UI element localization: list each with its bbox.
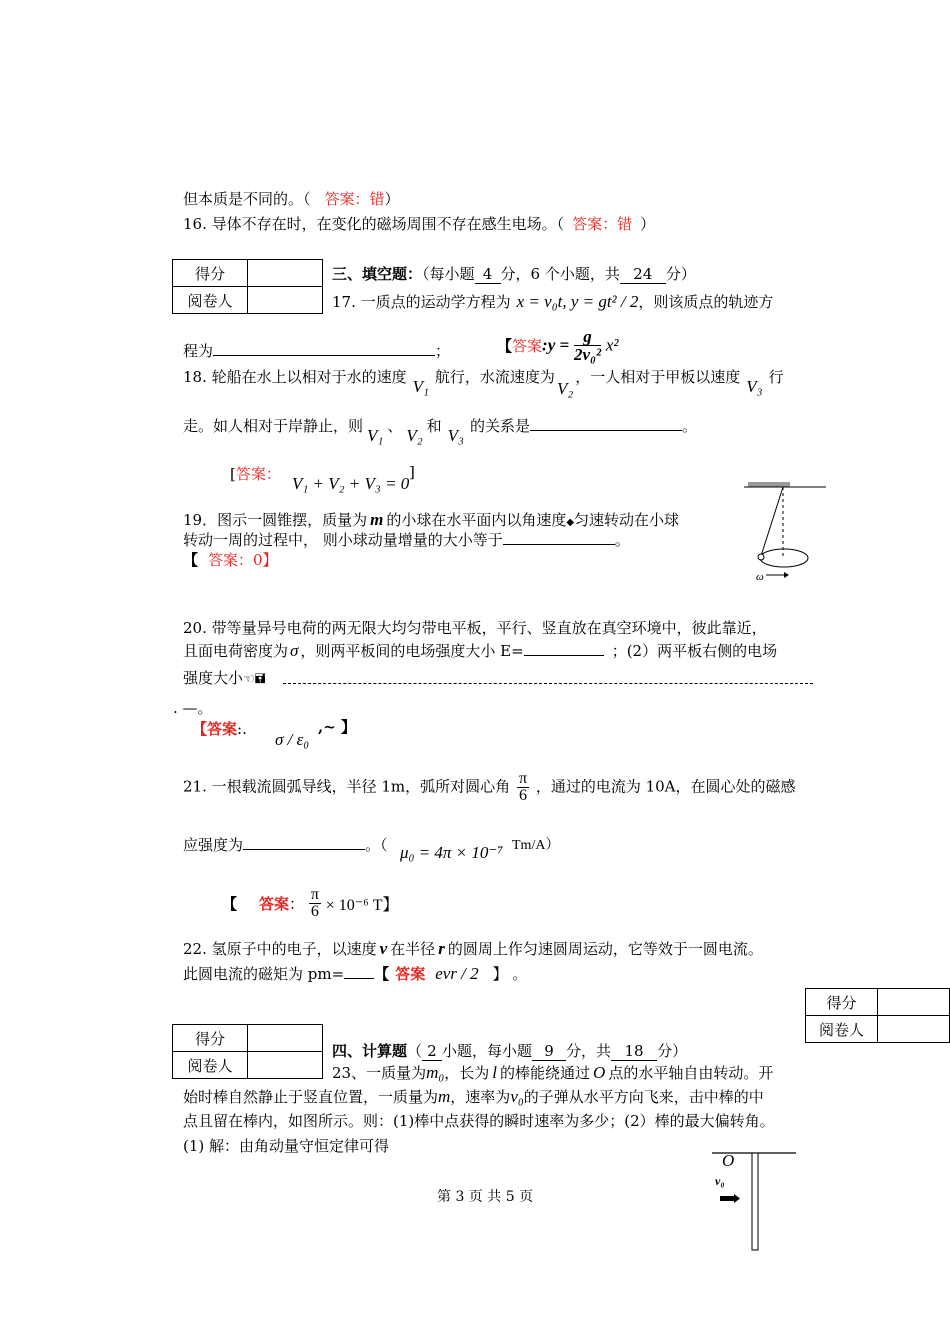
equation: x = v₀t, y = gt² / 2 <box>516 292 639 311</box>
question-16: 16. 导体不存在时，在变化的磁场周围不存在感生电场。（ 答案：错 ） <box>183 215 656 233</box>
answer-blank-long[interactable] <box>283 683 813 684</box>
rod-figure <box>712 1145 804 1255</box>
answer-20: 【答案:. <box>192 720 247 738</box>
bullet-tip <box>734 1194 740 1203</box>
score-cell[interactable] <box>878 989 950 1016</box>
grader-cell[interactable] <box>878 1016 950 1043</box>
score-cell[interactable] <box>248 1025 323 1052</box>
conical-pendulum-figure <box>744 478 830 584</box>
answer-blank[interactable] <box>344 964 374 979</box>
rod <box>752 1153 758 1250</box>
orbit-ellipse <box>760 549 808 567</box>
question-20-line-4: . —。 <box>173 699 213 717</box>
score-table-right: 得分 阅卷人 <box>805 988 950 1043</box>
omega-label: ω <box>756 571 764 583</box>
bullet <box>720 1196 734 1201</box>
question-17: 17. 一质点的运动学方程为 x = v₀t, y = gt² / 2，则该质点的轨迹方 <box>332 292 774 311</box>
question-23-line-4: (1) 解：由角动量守恒定律可得 <box>183 1137 390 1155</box>
mu0-constant: μ₀ = 4π × 10⁻⁷ <box>400 843 504 862</box>
section-3-header: 三、填空题：（每小题 4 分，6 个小题，共 24 分） <box>332 265 696 283</box>
continuation-line: 但本质是不同的。（ 答案：错） <box>183 190 400 208</box>
section-4-header: 四、计算题（ 2 小题，每小题 9 分，共 18 分） <box>332 1042 688 1060</box>
question-21: 21. 一根载流圆弧导线，半径 1m，弧所对圆心角 $\frac{\pi}{6}$ ，通过的电流为 10A，在圆心处的磁感 <box>183 770 796 804</box>
question-20-line-3: 强度大小☜🖬 <box>183 669 266 687</box>
answer-21: 【 答案： $\frac{\pi}{6}$ × 10⁻⁶ T】 <box>222 886 399 920</box>
question-18-line-2: 走。如人相对于岸静止，则 V₁ 、 V₂ 和 V₃ 的关系是 。 <box>183 417 697 445</box>
answer-blank[interactable] <box>530 416 682 431</box>
question-17-line-2: 程为 ； <box>183 342 451 360</box>
score-table-section-4: 得分 阅卷人 <box>172 1024 323 1079</box>
question-22: 22. 氢原子中的电子，以速度 v 在半径 r 的圆周上作匀速圆周运动，它等效于一圆电流。 <box>183 939 763 958</box>
grader-cell[interactable] <box>248 287 323 314</box>
mu0-unit: Tm/A） <box>512 838 560 853</box>
string-line <box>761 487 783 556</box>
answer-20-equation: σ / ε₀ <box>275 730 310 749</box>
answer-text: 答案：错 <box>324 190 385 208</box>
answer-blank[interactable] <box>243 835 365 850</box>
ceiling-hatch <box>748 482 790 487</box>
question-20: 20. 带等量异号电荷的两无限大均匀带电平板，平行、竖直放在真空环境中，彼此靠近， <box>183 619 767 637</box>
score-cell[interactable] <box>248 260 323 287</box>
question-23: 23、一质量为m₀，长为 l 的棒能绕通过 O 点的水平轴自由转动。开 <box>332 1063 774 1082</box>
answer-19: 【 答案：0】 <box>183 551 278 569</box>
score-table-section-3: 得分 阅卷人 <box>172 259 323 314</box>
answer-blank[interactable] <box>524 641 604 656</box>
pivot-label: O <box>722 1151 735 1170</box>
answer-20-close: ,~ 】 <box>318 718 357 736</box>
page-footer: 第 3 页 共 5 页 <box>437 1189 534 1205</box>
v0-label: v₀ <box>715 1174 725 1188</box>
answer-text: 答案：错 <box>572 215 633 233</box>
grader-cell[interactable] <box>248 1052 323 1079</box>
question-19: 19．图示一圆锥摆，质量为 m 的小球在水平面内以角速度◆匀速转动在小球 <box>183 510 680 529</box>
question-21-line-2: 应强度为 。（ <box>183 836 388 854</box>
answer-blank[interactable] <box>213 341 435 356</box>
question-20-line-2: 且面电荷密度为 σ ，则两平板间的电场强度大小 E= ；(2）两平板右侧的电场 <box>183 641 778 660</box>
question-22-line-2: 此圆电流的磁矩为 pm= 【 答案 evr / 2 】 。 <box>183 964 528 983</box>
question-19-line-2: 转动一周的过程中， 则小球动量增量的大小等于 。 <box>183 531 630 549</box>
answer-17: 【答案:y = $\frac{g}{\text{2v₀²}}$ x² <box>497 327 619 364</box>
answer-blank[interactable] <box>503 530 615 545</box>
answer-18-close: ] <box>409 463 415 481</box>
question-18: 18. 轮船在水上以相对于水的速度 V₁ 航行，水流速度为V₂，一人相对于甲板以速度 V₃ 行 <box>183 368 784 398</box>
arrow-head <box>784 572 789 578</box>
question-23-line-2: 始时棒自然静止于竖直位置，一质量为m，速率为v₀的子弹从水平方向飞来，击中棒的中 <box>183 1087 764 1106</box>
question-23-line-3: 点且留在棒内，如图所示。则：(1)棒中点获得的瞬时速率为多少；(2）棒的最大偏转角。 <box>183 1112 775 1130</box>
answer-18-equation: V₁ + V₂ + V₃ = 0 <box>292 474 410 493</box>
answer-18: [答案： <box>230 465 281 483</box>
ball <box>758 554 764 560</box>
omega-glyph: ◆ <box>566 517 575 528</box>
